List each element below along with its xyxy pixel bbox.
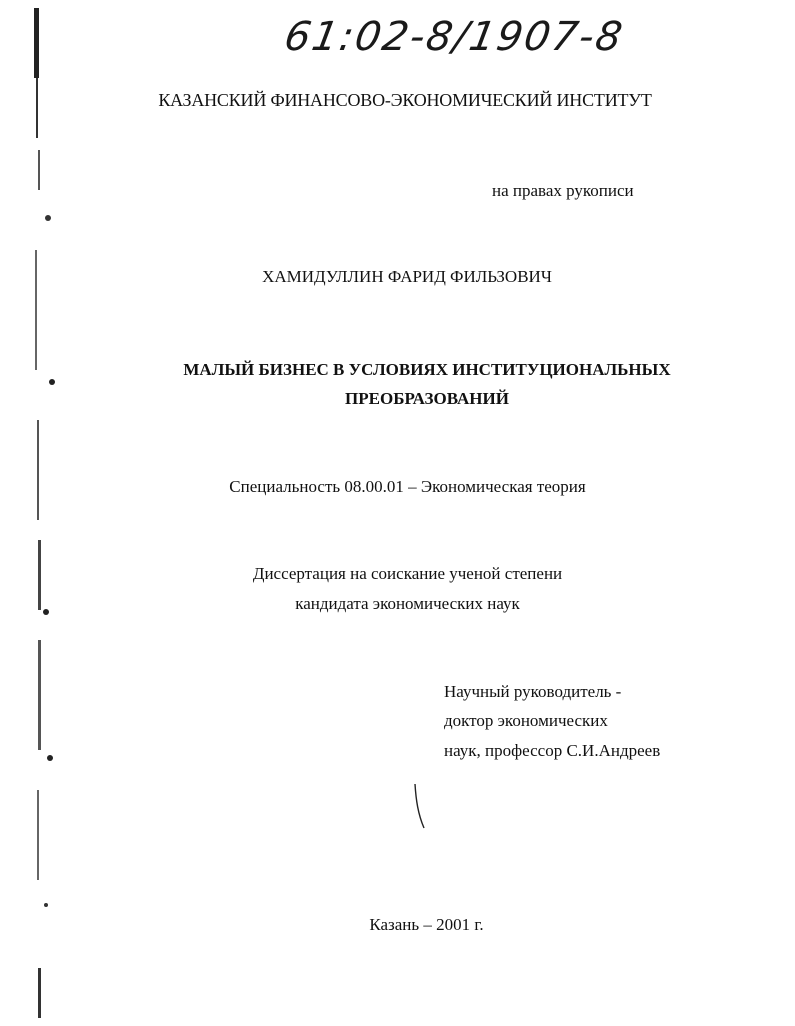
institute-name: КАЗАНСКИЙ ФИНАНСОВО-ЭКОНОМИЧЕСКИЙ ИНСТИТУТ	[158, 90, 652, 110]
supervisor-line-1: Научный руководитель -	[444, 682, 622, 701]
manuscript-rights-note: на правах рукописи	[492, 181, 634, 200]
thesis-degree-line-1: Диссертация на соискание ученой степени	[252, 564, 563, 583]
scan-binding-edge	[0, 0, 70, 1026]
author-name: ХАМИДУЛЛИН ФАРИД ФИЛЬЗОВИЧ	[262, 267, 552, 286]
place-and-year: Казань – 2001 г.	[369, 915, 484, 934]
scan-mark-top	[34, 8, 39, 78]
dissertation-title-line-2: ПРЕОБРАЗОВАНИЙ	[345, 389, 509, 408]
handwritten-archive-code: 61:02-8/1907-8	[280, 14, 628, 60]
scan-dot	[45, 215, 51, 221]
pen-stroke-mark	[410, 782, 430, 832]
dissertation-title-line-1: МАЛЫЙ БИЗНЕС В УСЛОВИЯХ ИНСТИТУЦИОНАЛЬНЫХ	[183, 360, 671, 379]
supervisor-line-2: доктор экономических	[444, 711, 608, 730]
specialty-line: Специальность 08.00.01 – Экономическая теория	[229, 477, 586, 496]
supervisor-line-3: наук, профессор С.И.Андреев	[444, 741, 661, 760]
thesis-degree-line-2: кандидата экономических наук	[295, 594, 520, 613]
